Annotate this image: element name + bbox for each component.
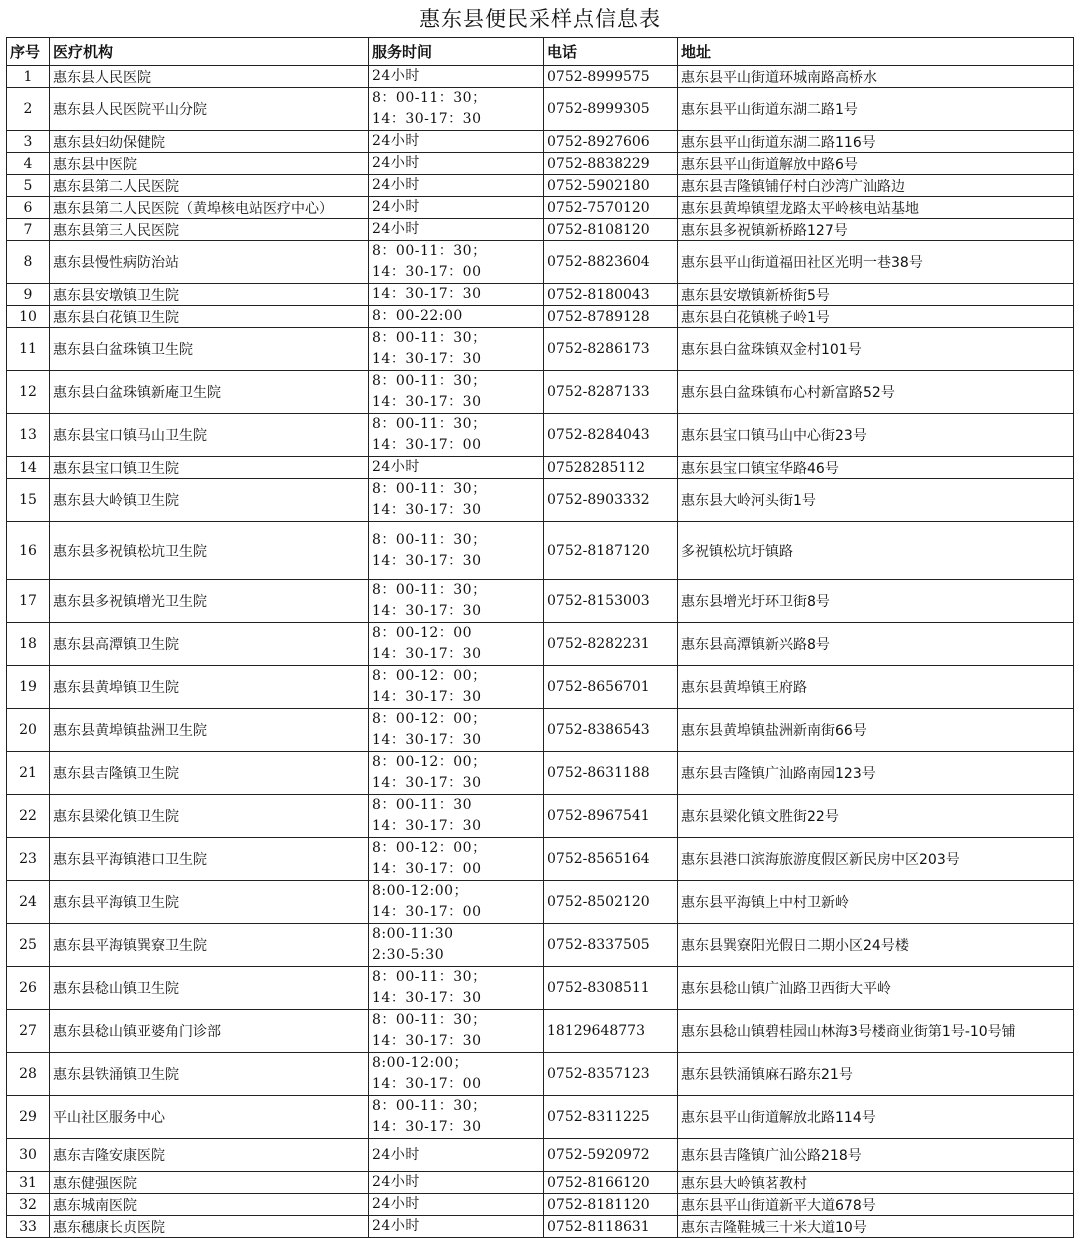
institution-name: 惠东县中医院 <box>50 153 369 175</box>
row-number: 24 <box>7 881 50 924</box>
address: 惠东县平山街道东湖二路1号 <box>678 88 1074 131</box>
institution-name: 惠东县黄埠镇盐洲卫生院 <box>50 709 369 752</box>
address: 惠东县白盆珠镇布心村新富路52号 <box>678 371 1074 414</box>
table-row <box>7 1216 1074 1238</box>
header-service-hours: 服务时间 <box>369 38 544 66</box>
service-hours-line: 14：30-17：30 <box>372 818 482 834</box>
table-row <box>7 197 1074 219</box>
address: 惠东吉隆鞋城三十米大道10号 <box>678 1216 1074 1238</box>
address: 惠东县平山街道环城南路高桥水 <box>678 66 1074 88</box>
table-row <box>7 328 1074 371</box>
service-hours-line: 14：30-17：30 <box>372 351 482 367</box>
service-hours <box>369 197 544 219</box>
row-number: 16 <box>7 522 50 580</box>
institution-name: 惠东县妇幼保健院 <box>50 131 369 153</box>
institution-name: 惠东县平海镇巽寮卫生院 <box>50 924 369 967</box>
table-row <box>7 479 1074 522</box>
service-hours-line: 24小时 <box>372 1196 420 1212</box>
service-hours <box>369 328 544 371</box>
institution-name: 惠东县第三人民医院 <box>50 219 369 241</box>
table-row <box>7 241 1074 284</box>
phone-number: 0752-8108120 <box>544 219 678 241</box>
institution-name: 惠东县多祝镇增光卫生院 <box>50 580 369 623</box>
service-hours-line: 14：30-17：30 <box>372 111 482 127</box>
row-number: 13 <box>7 414 50 457</box>
address: 惠东县高潭镇新兴路8号 <box>678 623 1074 666</box>
service-hours-line: 8：00-11：30； <box>372 373 487 389</box>
table-row <box>7 1053 1074 1096</box>
address: 惠东县安墩镇新桥街5号 <box>678 284 1074 306</box>
phone-number: 0752-8282231 <box>544 623 678 666</box>
service-hours-line: 14：30-17：00 <box>372 861 482 877</box>
row-number: 27 <box>7 1010 50 1053</box>
address: 惠东县梁化镇文胜街22号 <box>678 795 1074 838</box>
row-number: 11 <box>7 328 50 371</box>
address: 惠东县宝口镇宝华路46号 <box>678 457 1074 479</box>
service-hours-line: 8：00-12：00； <box>372 711 487 727</box>
phone-number: 0752-7570120 <box>544 197 678 219</box>
service-hours-line: 8：00-11：30； <box>372 1098 487 1114</box>
table-row <box>7 306 1074 328</box>
address: 惠东县平山街道解放北路114号 <box>678 1096 1074 1139</box>
service-hours-line: 24小时 <box>372 1218 420 1234</box>
row-number: 32 <box>7 1194 50 1216</box>
phone-number: 0752-8187120 <box>544 522 678 580</box>
row-number: 15 <box>7 479 50 522</box>
institution-name: 惠东县慢性病防治站 <box>50 241 369 284</box>
service-hours <box>369 241 544 284</box>
phone-number: 0752-8311225 <box>544 1096 678 1139</box>
table-body <box>7 66 1074 1238</box>
address: 惠东县铁涌镇麻石路东21号 <box>678 1053 1074 1096</box>
service-hours-line: 8：00-11：30； <box>372 330 487 346</box>
service-hours-line: 8：00-11：30； <box>372 243 487 259</box>
header-address: 地址 <box>678 38 1074 66</box>
address: 惠东县平山街道新平大道678号 <box>678 1194 1074 1216</box>
row-number: 30 <box>7 1139 50 1172</box>
institution-name: 惠东县稔山镇卫生院 <box>50 967 369 1010</box>
institution-name: 平山社区服务中心 <box>50 1096 369 1139</box>
institution-name: 惠东县白花镇卫生院 <box>50 306 369 328</box>
table-row <box>7 284 1074 306</box>
institution-name: 惠东县高潭镇卫生院 <box>50 623 369 666</box>
row-number: 14 <box>7 457 50 479</box>
header-phone: 电话 <box>544 38 678 66</box>
row-number: 3 <box>7 131 50 153</box>
table-row <box>7 66 1074 88</box>
header-institution: 医疗机构 <box>50 38 369 66</box>
phone-number: 0752-8153003 <box>544 580 678 623</box>
table-row <box>7 175 1074 197</box>
row-number: 10 <box>7 306 50 328</box>
address: 惠东县宝口镇马山中心街23号 <box>678 414 1074 457</box>
row-number: 17 <box>7 580 50 623</box>
service-hours-line: 8：00-11：30； <box>372 969 487 985</box>
institution-name: 惠东县人民医院 <box>50 66 369 88</box>
service-hours-line: 8：00-11：30； <box>372 90 487 106</box>
table-row <box>7 795 1074 838</box>
service-hours <box>369 153 544 175</box>
service-hours-line: 14：30-17：30 <box>372 502 482 518</box>
address: 惠东县平山街道解放中路6号 <box>678 153 1074 175</box>
service-hours-line: 24小时 <box>372 68 420 84</box>
header-no: 序号 <box>7 38 50 66</box>
table-row <box>7 522 1074 580</box>
sheet-title: 惠东县便民采样点信息表 <box>419 7 661 31</box>
address: 惠东县港口滨海旅游度假区新民房中区203号 <box>678 838 1074 881</box>
service-hours-line: 14：30-17：30 <box>372 286 482 302</box>
institution-name: 惠东县宝口镇马山卫生院 <box>50 414 369 457</box>
phone-number: 0752-8502120 <box>544 881 678 924</box>
service-hours-line: 14：30-17：00 <box>372 1076 482 1092</box>
service-hours-line: 8：00-22:00 <box>372 308 463 324</box>
service-hours <box>369 709 544 752</box>
service-hours <box>369 838 544 881</box>
service-hours <box>369 1172 544 1194</box>
institution-name: 惠东县平海镇卫生院 <box>50 881 369 924</box>
service-hours <box>369 752 544 795</box>
phone-number: 0752-8286173 <box>544 328 678 371</box>
row-number: 1 <box>7 66 50 88</box>
row-number: 28 <box>7 1053 50 1096</box>
service-hours <box>369 479 544 522</box>
service-hours-line: 8:00-12:00； <box>372 883 469 899</box>
phone-number: 0752-8927606 <box>544 131 678 153</box>
service-hours-line: 24小时 <box>372 459 420 475</box>
service-hours <box>369 623 544 666</box>
sampling-sites-table <box>6 37 1074 1238</box>
service-hours <box>369 175 544 197</box>
service-hours-line: 14：30-17：30 <box>372 689 482 705</box>
service-hours-line: 14：30-17：30 <box>372 1119 482 1135</box>
phone-number: 0752-8999575 <box>544 66 678 88</box>
address: 惠东县大岭镇茗教村 <box>678 1172 1074 1194</box>
institution-name: 惠东县平海镇港口卫生院 <box>50 838 369 881</box>
row-number: 20 <box>7 709 50 752</box>
table-header-row <box>7 38 1074 66</box>
row-number: 23 <box>7 838 50 881</box>
service-hours <box>369 881 544 924</box>
service-hours <box>369 88 544 131</box>
row-number: 26 <box>7 967 50 1010</box>
phone-number: 0752-5902180 <box>544 175 678 197</box>
address: 惠东县吉隆镇广汕公路218号 <box>678 1139 1074 1172</box>
phone-number: 0752-8287133 <box>544 371 678 414</box>
service-hours-line: 24小时 <box>372 177 420 193</box>
phone-number: 0752-8357123 <box>544 1053 678 1096</box>
institution-name: 惠东县第二人民医院 <box>50 175 369 197</box>
table-row <box>7 371 1074 414</box>
service-hours-line: 14：30-17：00 <box>372 904 482 920</box>
row-number: 8 <box>7 241 50 284</box>
service-hours-line: 14：30-17：30 <box>372 1033 482 1049</box>
address: 惠东县稔山镇广汕路卫西街大平岭 <box>678 967 1074 1010</box>
service-hours-line: 8:00-12:00； <box>372 1055 469 1071</box>
row-number: 25 <box>7 924 50 967</box>
service-hours-line: 8：00-11：30 <box>372 797 473 813</box>
address: 惠东县白盆珠镇双金村101号 <box>678 328 1074 371</box>
row-number: 29 <box>7 1096 50 1139</box>
table-row <box>7 88 1074 131</box>
row-number: 2 <box>7 88 50 131</box>
institution-name: 惠东县黄埠镇卫生院 <box>50 666 369 709</box>
address: 惠东县巽寮阳光假日二期小区24号楼 <box>678 924 1074 967</box>
table-row <box>7 838 1074 881</box>
service-hours <box>369 284 544 306</box>
row-number: 7 <box>7 219 50 241</box>
service-hours-line: 24小时 <box>372 1174 420 1190</box>
service-hours-line: 8：00-11：30； <box>372 582 487 598</box>
phone-number: 0752-8823604 <box>544 241 678 284</box>
institution-name: 惠东县大岭镇卫生院 <box>50 479 369 522</box>
service-hours-line: 14：30-17：00 <box>372 264 482 280</box>
row-number: 31 <box>7 1172 50 1194</box>
address: 惠东县黄埠镇盐洲新南街66号 <box>678 709 1074 752</box>
service-hours-line: 8：00-12：00； <box>372 668 487 684</box>
phone-number: 0752-8656701 <box>544 666 678 709</box>
address: 惠东县黄埠镇王府路 <box>678 666 1074 709</box>
table-row <box>7 881 1074 924</box>
table-row <box>7 924 1074 967</box>
table-row <box>7 1172 1074 1194</box>
service-hours <box>369 967 544 1010</box>
phone-number: 0752-8631188 <box>544 752 678 795</box>
table-row <box>7 131 1074 153</box>
service-hours <box>369 131 544 153</box>
address: 惠东县稔山镇碧桂园山林海3号楼商业街第1号-10号铺 <box>678 1010 1074 1053</box>
institution-name: 惠东吉隆安康医院 <box>50 1139 369 1172</box>
phone-number: 0752-8386543 <box>544 709 678 752</box>
table-row <box>7 623 1074 666</box>
table-row <box>7 219 1074 241</box>
institution-name: 惠东县多祝镇松坑卫生院 <box>50 522 369 580</box>
service-hours <box>369 219 544 241</box>
service-hours <box>369 522 544 580</box>
service-hours-line: 24小时 <box>372 221 420 237</box>
table-row <box>7 967 1074 1010</box>
phone-number: 0752-8180043 <box>544 284 678 306</box>
institution-name: 惠东县铁涌镇卫生院 <box>50 1053 369 1096</box>
phone-number: 0752-8903332 <box>544 479 678 522</box>
table-row <box>7 1194 1074 1216</box>
row-number: 18 <box>7 623 50 666</box>
institution-name: 惠东城南医院 <box>50 1194 369 1216</box>
phone-number: 0752-8967541 <box>544 795 678 838</box>
address: 惠东县多祝镇新桥路127号 <box>678 219 1074 241</box>
row-number: 4 <box>7 153 50 175</box>
phone-number: 0752-8337505 <box>544 924 678 967</box>
service-hours-line: 24小时 <box>372 133 420 149</box>
table-row <box>7 414 1074 457</box>
row-number: 9 <box>7 284 50 306</box>
address: 多祝镇松坑圩镇路 <box>678 522 1074 580</box>
institution-name: 惠东县吉隆镇卫生院 <box>50 752 369 795</box>
phone-number: 0752-8284043 <box>544 414 678 457</box>
service-hours-line: 14：30-17：30 <box>372 775 482 791</box>
service-hours-line: 24小时 <box>372 155 420 171</box>
row-number: 5 <box>7 175 50 197</box>
service-hours <box>369 1053 544 1096</box>
row-number: 12 <box>7 371 50 414</box>
service-hours-line: 8：00-11：30； <box>372 1012 487 1028</box>
phone-number: 07528285112 <box>544 457 678 479</box>
phone-number: 0752-5920972 <box>544 1139 678 1172</box>
service-hours <box>369 666 544 709</box>
row-number: 19 <box>7 666 50 709</box>
service-hours-line: 8:00-11:30 <box>372 926 454 942</box>
service-hours-line: 14：30-17：30 <box>372 394 482 410</box>
row-number: 33 <box>7 1216 50 1238</box>
institution-name: 惠东县人民医院平山分院 <box>50 88 369 131</box>
service-hours-line: 14：30-17：30 <box>372 552 482 569</box>
phone-number: 0752-8565164 <box>544 838 678 881</box>
table-row <box>7 752 1074 795</box>
address: 惠东县平山街道福田社区光明一巷38号 <box>678 241 1074 284</box>
table-row <box>7 1096 1074 1139</box>
phone-number: 0752-8838229 <box>544 153 678 175</box>
service-hours <box>369 580 544 623</box>
address: 惠东县平海镇上中村卫新岭 <box>678 881 1074 924</box>
row-number: 22 <box>7 795 50 838</box>
institution-name: 惠东县梁化镇卫生院 <box>50 795 369 838</box>
service-hours <box>369 66 544 88</box>
service-hours <box>369 1139 544 1172</box>
address: 惠东县平山街道东湖二路116号 <box>678 131 1074 153</box>
institution-name: 惠东穗康长贞医院 <box>50 1216 369 1238</box>
phone-number: 0752-8118631 <box>544 1216 678 1238</box>
institution-name: 惠东县安墩镇卫生院 <box>50 284 369 306</box>
address: 惠东县大岭河头街1号 <box>678 479 1074 522</box>
phone-number: 0752-8181120 <box>544 1194 678 1216</box>
service-hours <box>369 1096 544 1139</box>
service-hours-line: 8：00-11：30； <box>372 416 487 432</box>
service-hours-line: 14：30-17：30 <box>372 603 482 619</box>
table-row <box>7 1010 1074 1053</box>
service-hours-line: 14：30-17：30 <box>372 732 482 748</box>
table-row <box>7 457 1074 479</box>
institution-name: 惠东县宝口镇卫生院 <box>50 457 369 479</box>
address: 惠东县白花镇桃子岭1号 <box>678 306 1074 328</box>
service-hours-line: 14：30-17：00 <box>372 437 482 453</box>
table-row <box>7 1139 1074 1172</box>
table-row <box>7 666 1074 709</box>
service-hours <box>369 457 544 479</box>
address: 惠东县吉隆镇铺仔村白沙湾广汕路边 <box>678 175 1074 197</box>
table-row <box>7 709 1074 752</box>
service-hours <box>369 306 544 328</box>
phone-number: 0752-8999305 <box>544 88 678 131</box>
phone-number: 0752-8308511 <box>544 967 678 1010</box>
service-hours-line: 8：00-12：00 <box>372 625 473 641</box>
service-hours <box>369 1216 544 1238</box>
service-hours <box>369 414 544 457</box>
service-hours <box>369 924 544 967</box>
phone-number: 18129648773 <box>544 1010 678 1053</box>
service-hours-line: 8：00-11：30； <box>372 531 487 548</box>
service-hours <box>369 1010 544 1053</box>
service-hours-line: 8：00-12：00； <box>372 754 487 770</box>
service-hours <box>369 795 544 838</box>
row-number: 21 <box>7 752 50 795</box>
service-hours-line: 24小时 <box>372 199 420 215</box>
institution-name: 惠东县白盆珠镇新庵卫生院 <box>50 371 369 414</box>
address: 惠东县黄埠镇望龙路太平岭核电站基地 <box>678 197 1074 219</box>
service-hours-line: 8：00-12：00； <box>372 840 487 856</box>
service-hours-line: 14：30-17：30 <box>372 990 482 1006</box>
institution-name: 惠东县第二人民医院（黄埠核电站医疗中心） <box>50 197 369 219</box>
institution-name: 惠东县稔山镇亚婆角门诊部 <box>50 1010 369 1053</box>
address: 惠东县吉隆镇广汕路南园123号 <box>678 752 1074 795</box>
service-hours-line: 24小时 <box>372 1146 420 1163</box>
row-number: 6 <box>7 197 50 219</box>
service-hours <box>369 1194 544 1216</box>
phone-number: 0752-8789128 <box>544 306 678 328</box>
service-hours-line: 14：30-17：30 <box>372 646 482 662</box>
phone-number: 0752-8166120 <box>544 1172 678 1194</box>
service-hours-line: 8：00-11：30； <box>372 481 487 497</box>
table-row <box>7 580 1074 623</box>
institution-name: 惠东县白盆珠镇卫生院 <box>50 328 369 371</box>
address: 惠东县增光圩环卫街8号 <box>678 580 1074 623</box>
institution-name: 惠东健强医院 <box>50 1172 369 1194</box>
service-hours-line: 2:30-5:30 <box>372 947 445 963</box>
table-row <box>7 153 1074 175</box>
service-hours <box>369 371 544 414</box>
